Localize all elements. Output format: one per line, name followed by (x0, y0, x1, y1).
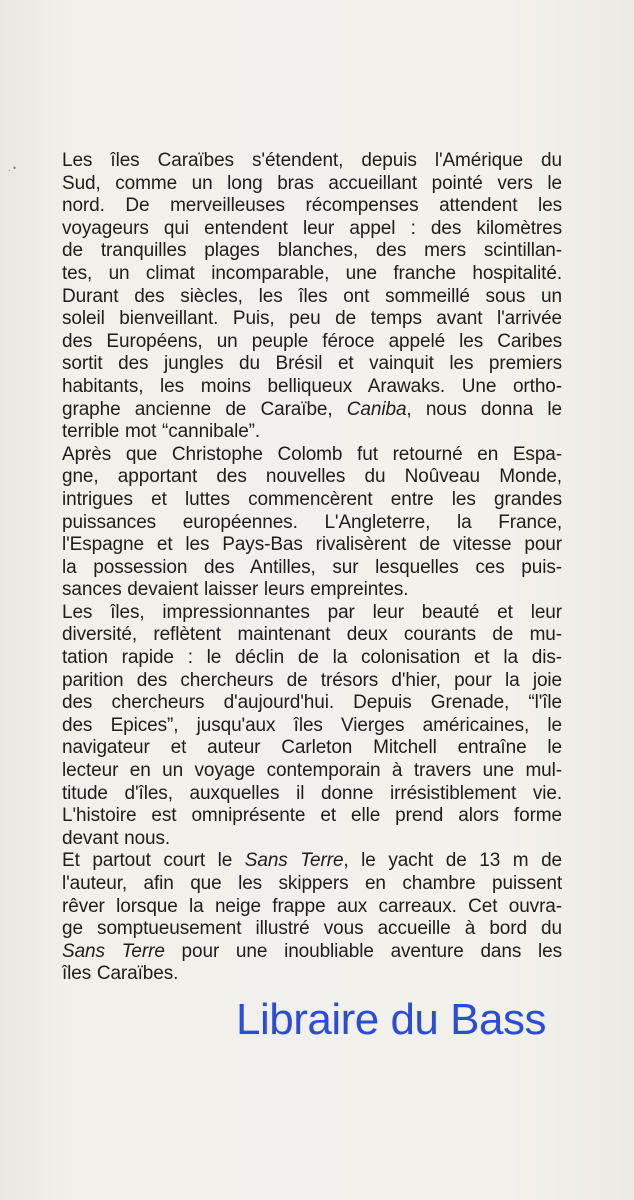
text-line: l'auteur, afin que les skippers en chambre puissent (62, 873, 562, 894)
text-line: des chercheurs d'aujourd'hui. Depuis Grenade, “l'île (62, 692, 562, 714)
text-line: voyageurs qui entendent leur appel : des kilomètres (62, 217, 562, 239)
text-line: soleil bienveillant. Puis, peu de temps avant l'arrivée (62, 308, 562, 330)
text-line: tation rapide : le déclin de la colonisation et la dis- (62, 647, 562, 669)
text-line: ge somptueusement illustré vous accueille à bord du (62, 918, 562, 940)
text-line: des Epices”, jusqu'aux îles Vierges américaines, le (62, 714, 562, 736)
text-line: sortit des jungles du Brésil et vainquit les premiers (62, 353, 562, 375)
paragraph-2 (62, 444, 562, 602)
text-line: parition des chercheurs de trésors d'hier, pour la joie (62, 669, 562, 691)
text-line: habitants, les moins belliqueux Arawaks. Une ortho- (62, 375, 562, 397)
text-line: intrigues et luttes commencèrent entre les grandes (62, 488, 562, 510)
text-line: gne, apportant des nouvelles du Noûveau Monde, (62, 466, 562, 488)
text-line: devant nous. (62, 827, 171, 849)
text-line: navigateur et auteur Carleton Mitchell entraîne le (62, 737, 562, 759)
text-line: titude d'îles, auxquelles il donne irrésistiblement vie. (62, 782, 562, 804)
text-line: Les îles, impressionnantes par leur beauté et leur (62, 601, 562, 623)
page-speck-mark: . • (8, 163, 17, 173)
text-line: lecteur en un voyage contemporain à travers une mul- (62, 760, 562, 782)
watermark-text: Libraire du Bass (236, 995, 546, 1044)
text-line: de tranquilles plages blanches, des mers scintillan- (62, 240, 562, 262)
paragraph-3 (62, 602, 562, 851)
text-line: la possession des Antilles, sur lesquelles ces puis- (62, 556, 562, 578)
text-line: sances devaient laisser leurs empreintes. (62, 579, 409, 601)
paragraph-4 (62, 850, 562, 986)
text-line: tes, un climat incomparable, une franche hospitalité. (62, 262, 562, 284)
text-line: Durant des siècles, les îles ont sommeillé sous un (62, 285, 562, 307)
text-line: Sud, comme un long bras accueillant pointé vers le (62, 172, 562, 194)
text-line: L'histoire est omniprésente et elle prend alors forme (62, 805, 562, 827)
text-line: terrible mot “cannibale”. (62, 421, 261, 443)
body-text (62, 150, 562, 986)
text-line: rêver lorsque la neige frappe aux carreaux. Cet ouvra- (62, 895, 562, 917)
text-line: Sans Terre pour une inoubliable aventure dans les (62, 940, 562, 962)
text-line: diversité, reflètent maintenant deux courants de mu- (62, 624, 562, 646)
text-line: graphe ancienne de Caraïbe, Caniba, nous donna le (62, 398, 562, 420)
text-line: Les îles Caraïbes s'étendent, depuis l'Amérique du (62, 150, 562, 171)
paragraph-1 (62, 150, 562, 444)
text-line: des Européens, un peuple féroce appelé les Caribes (62, 330, 562, 352)
text-line: puissances européennes. L'Angleterre, la France, (62, 511, 562, 533)
text-line: Après que Christophe Colomb fut retourné en Espa- (62, 443, 562, 465)
text-line: nord. De merveilleuses récompenses attendent les (62, 195, 562, 217)
text-line: îles Caraïbes. (62, 963, 179, 985)
text-line: l'Espagne et les Pays-Bas rivalisèrent de vitesse pour (62, 534, 562, 556)
text-line: Et partout court le Sans Terre, le yacht de 13 m de (62, 850, 563, 872)
